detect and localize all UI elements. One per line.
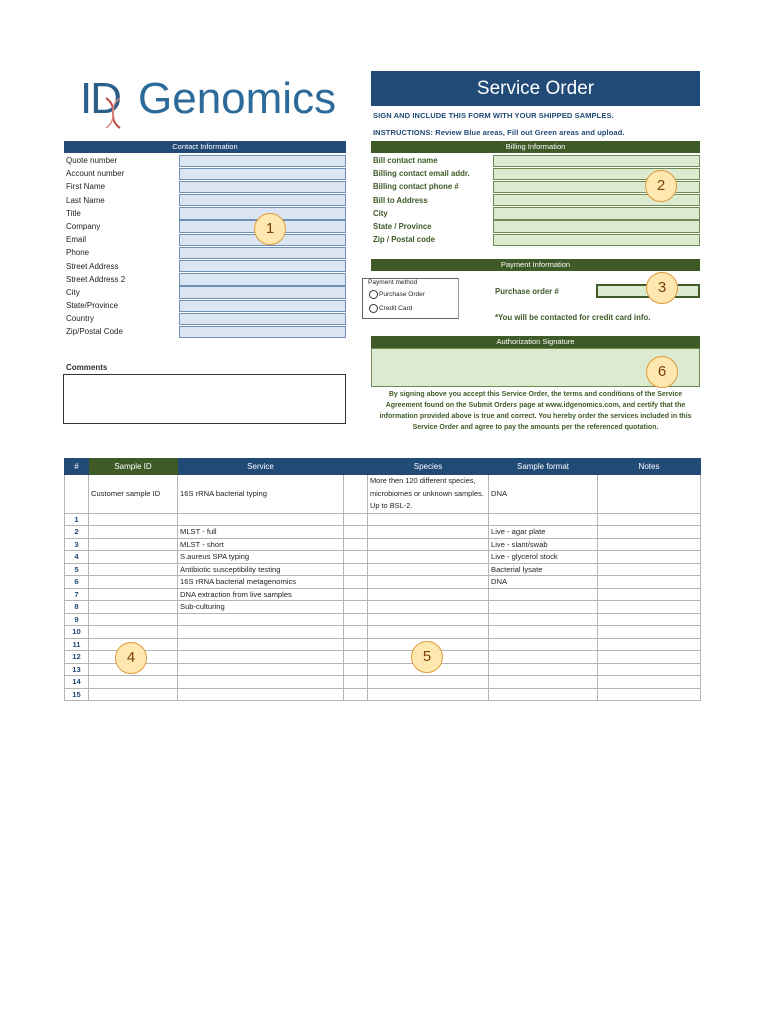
col-species: Species bbox=[368, 459, 489, 475]
species-cell[interactable] bbox=[368, 551, 489, 564]
contact-row bbox=[64, 207, 346, 220]
contact-row bbox=[64, 286, 346, 299]
notes-cell[interactable] bbox=[598, 576, 701, 589]
contact-field-label: Zip/Postal Code bbox=[66, 327, 123, 337]
row-number: 13 bbox=[65, 663, 89, 676]
format-cell[interactable] bbox=[489, 513, 598, 526]
format-cell[interactable] bbox=[489, 613, 598, 626]
col-notes: Notes bbox=[598, 459, 701, 475]
blank-cell bbox=[344, 551, 368, 564]
service-cell[interactable] bbox=[178, 663, 344, 676]
table-row bbox=[65, 576, 701, 589]
billing-row bbox=[371, 220, 700, 233]
service-cell[interactable]: Antibiotic susceptibility testing bbox=[178, 563, 344, 576]
service-cell[interactable]: Sub-culturing bbox=[178, 601, 344, 614]
billing-field-label: Bill contact name bbox=[373, 156, 438, 165]
notes-cell[interactable] bbox=[598, 688, 701, 701]
blank-cell bbox=[344, 688, 368, 701]
sign-note: SIGN AND INCLUDE THIS FORM WITH YOUR SHIPPED SAMPLES. bbox=[373, 111, 614, 120]
blank-cell bbox=[344, 563, 368, 576]
format-cell[interactable] bbox=[489, 601, 598, 614]
contact-field-label: Account number bbox=[66, 169, 125, 179]
col-sample-format: Sample format bbox=[489, 459, 598, 475]
blank-cell bbox=[344, 513, 368, 526]
contact-row bbox=[64, 194, 346, 207]
row-number: 3 bbox=[65, 538, 89, 551]
contact-field-input[interactable] bbox=[179, 286, 346, 298]
notes-cell[interactable] bbox=[598, 676, 701, 689]
contact-field-label: Last Name bbox=[66, 195, 105, 205]
notes-cell[interactable] bbox=[598, 613, 701, 626]
radio-icon bbox=[369, 304, 378, 313]
table-row bbox=[65, 676, 701, 689]
col-blank bbox=[344, 459, 368, 475]
billing-row bbox=[371, 207, 700, 220]
format-cell[interactable]: Bacterial lysate bbox=[489, 563, 598, 576]
service-cell[interactable] bbox=[178, 651, 344, 664]
radio-purchase-order-label: Purchase Order bbox=[379, 291, 425, 299]
callout-6: 6 bbox=[646, 356, 678, 388]
row-number: 15 bbox=[65, 688, 89, 701]
service-cell[interactable]: MLST - full bbox=[178, 526, 344, 539]
contact-field-input[interactable] bbox=[179, 273, 346, 285]
radio-credit-card[interactable] bbox=[369, 304, 412, 313]
radio-purchase-order[interactable] bbox=[369, 290, 425, 299]
table-row bbox=[65, 638, 701, 651]
col-number: # bbox=[65, 459, 89, 475]
sample-id-cell[interactable] bbox=[89, 613, 178, 626]
row-number: 7 bbox=[65, 588, 89, 601]
row-number: 2 bbox=[65, 526, 89, 539]
notes-cell[interactable] bbox=[598, 638, 701, 651]
contact-field-label: Email bbox=[66, 235, 87, 245]
notes-cell[interactable] bbox=[598, 538, 701, 551]
notes-cell[interactable] bbox=[598, 651, 701, 664]
contact-field-input[interactable] bbox=[179, 313, 346, 325]
billing-field-input[interactable] bbox=[493, 234, 700, 246]
format-cell[interactable]: Live - slant/swab bbox=[489, 538, 598, 551]
format-cell[interactable] bbox=[489, 676, 598, 689]
contact-row bbox=[64, 220, 346, 233]
blank-cell bbox=[344, 613, 368, 626]
col-sample-id: Sample ID bbox=[89, 459, 178, 475]
radio-icon bbox=[369, 290, 378, 299]
row-number: 12 bbox=[65, 651, 89, 664]
table-row bbox=[65, 526, 701, 539]
sample-id-cell[interactable]: Customer sample ID bbox=[89, 475, 178, 514]
contact-row bbox=[64, 246, 346, 259]
contact-field-label: Street Address bbox=[66, 261, 119, 271]
table-row bbox=[65, 551, 701, 564]
species-cell[interactable] bbox=[368, 538, 489, 551]
row-number: 9 bbox=[65, 613, 89, 626]
contact-field-input[interactable] bbox=[179, 260, 346, 272]
radio-credit-card-label: Credit Card bbox=[379, 305, 413, 313]
contact-field-input[interactable] bbox=[179, 326, 346, 338]
sample-id-cell[interactable] bbox=[89, 601, 178, 614]
purchase-order-label: Purchase order # bbox=[495, 287, 559, 296]
contact-row bbox=[64, 260, 346, 273]
logo-genomics-text: Genomics bbox=[138, 74, 337, 123]
species-cell[interactable]: More then 120 different species, microbiomes or unknown samples. Up to BSL-2. bbox=[368, 475, 489, 514]
species-cell[interactable] bbox=[368, 526, 489, 539]
blank-cell bbox=[344, 663, 368, 676]
contact-field-label: Company bbox=[66, 221, 101, 231]
sample-id-cell[interactable] bbox=[89, 538, 178, 551]
contact-row bbox=[64, 180, 346, 193]
contact-field-label: Street Address 2 bbox=[66, 274, 126, 284]
row-number: 11 bbox=[65, 638, 89, 651]
contact-field-label: Title bbox=[66, 208, 81, 218]
species-cell[interactable] bbox=[368, 601, 489, 614]
authorization-header: Authorization Signature bbox=[371, 336, 700, 348]
sample-id-cell[interactable] bbox=[89, 688, 178, 701]
billing-field-input[interactable] bbox=[493, 207, 700, 219]
contact-field-input[interactable] bbox=[179, 247, 346, 259]
blank-cell bbox=[344, 626, 368, 639]
table-row bbox=[65, 538, 701, 551]
callout-3: 3 bbox=[646, 272, 678, 304]
blank-cell bbox=[344, 576, 368, 589]
notes-cell[interactable] bbox=[598, 588, 701, 601]
format-cell[interactable] bbox=[489, 626, 598, 639]
row-number: 1 bbox=[65, 513, 89, 526]
row-number bbox=[65, 475, 89, 514]
table-row bbox=[65, 563, 701, 576]
service-cell[interactable] bbox=[178, 613, 344, 626]
blank-cell bbox=[344, 475, 368, 514]
species-cell[interactable] bbox=[368, 688, 489, 701]
table-row-example bbox=[65, 475, 701, 514]
format-cell[interactable] bbox=[489, 688, 598, 701]
table-row bbox=[65, 613, 701, 626]
billing-field-label: State / Province bbox=[373, 221, 432, 231]
contact-row bbox=[64, 154, 346, 167]
table-row bbox=[65, 688, 701, 701]
billing-field-label: City bbox=[373, 208, 388, 218]
sample-id-cell[interactable] bbox=[89, 551, 178, 564]
service-cell[interactable] bbox=[178, 638, 344, 651]
billing-field-input[interactable] bbox=[493, 220, 700, 232]
comments-field[interactable] bbox=[63, 374, 346, 424]
blank-cell bbox=[344, 651, 368, 664]
instructions: INSTRUCTIONS: Review Blue areas, Fill out Green areas and upload. bbox=[373, 128, 625, 137]
col-service: Service bbox=[178, 459, 344, 475]
service-cell[interactable] bbox=[178, 513, 344, 526]
callout-5: 5 bbox=[411, 641, 443, 673]
contact-row bbox=[64, 233, 346, 246]
contact-field-label: First Name bbox=[66, 182, 106, 192]
blank-cell bbox=[344, 638, 368, 651]
contact-row bbox=[64, 167, 346, 180]
id-genomics-logo bbox=[80, 74, 350, 134]
format-cell[interactable] bbox=[489, 638, 598, 651]
callout-4: 4 bbox=[115, 642, 147, 674]
contact-field-label: Country bbox=[66, 314, 95, 324]
authorization-text: By signing above you accept this Service Order, the terms and conditions of the Service Agreement found on the Submit Orders page at www.idgenomics.com, and certify that the information provided above is true and correct. You hereby order the services included in this Service Order and agree to pay the amounts per the referenced quotation. bbox=[379, 391, 692, 431]
sample-id-cell[interactable] bbox=[89, 676, 178, 689]
billing-field-label: Bill to Address bbox=[373, 195, 428, 205]
species-cell[interactable] bbox=[368, 588, 489, 601]
sample-id-cell[interactable] bbox=[89, 626, 178, 639]
species-cell[interactable] bbox=[368, 626, 489, 639]
service-cell[interactable] bbox=[178, 626, 344, 639]
notes-cell[interactable] bbox=[598, 526, 701, 539]
table-row bbox=[65, 513, 701, 526]
table-row bbox=[65, 626, 701, 639]
sample-id-cell[interactable] bbox=[89, 513, 178, 526]
billing-section bbox=[371, 154, 700, 246]
format-cell[interactable]: DNA bbox=[489, 475, 598, 514]
comments-label: Comments bbox=[66, 363, 108, 372]
species-cell[interactable] bbox=[368, 613, 489, 626]
payment-method-title: Payment method bbox=[368, 279, 418, 286]
service-cell[interactable]: 16S rRNA bacterial metagenomics bbox=[178, 576, 344, 589]
callout-2: 2 bbox=[645, 170, 677, 202]
service-cell[interactable]: 16S rRNA bacterial typing bbox=[178, 475, 344, 514]
service-cell[interactable] bbox=[178, 676, 344, 689]
blank-cell bbox=[344, 601, 368, 614]
billing-field-label: Billing contact phone # bbox=[373, 182, 459, 192]
format-cell[interactable] bbox=[489, 588, 598, 601]
contact-field-label: State/Province bbox=[66, 301, 119, 311]
row-number: 6 bbox=[65, 576, 89, 589]
contact-section bbox=[64, 154, 346, 339]
billing-field-input[interactable] bbox=[493, 155, 700, 167]
species-cell[interactable] bbox=[368, 563, 489, 576]
format-cell[interactable]: DNA bbox=[489, 576, 598, 589]
format-cell[interactable]: Live - agar plate bbox=[489, 526, 598, 539]
contact-field-input[interactable] bbox=[179, 300, 346, 312]
contact-field-label: City bbox=[66, 287, 80, 297]
contact-field-input[interactable] bbox=[179, 155, 346, 167]
callout-1: 1 bbox=[254, 213, 286, 245]
dna-helix-icon bbox=[102, 94, 124, 138]
logo-id-text: ID bbox=[80, 74, 120, 123]
row-number: 4 bbox=[65, 551, 89, 564]
species-cell[interactable] bbox=[368, 576, 489, 589]
sample-id-cell[interactable] bbox=[89, 588, 178, 601]
species-cell[interactable] bbox=[368, 676, 489, 689]
page-title: Service Order bbox=[371, 71, 700, 106]
payment-header: Payment Information bbox=[371, 259, 700, 271]
contact-field-input[interactable] bbox=[179, 194, 346, 206]
service-cell[interactable]: DNA extraction from live samples bbox=[178, 588, 344, 601]
service-cell[interactable]: MLST - short bbox=[178, 538, 344, 551]
notes-cell[interactable] bbox=[598, 475, 701, 514]
format-cell[interactable] bbox=[489, 651, 598, 664]
contact-row bbox=[64, 325, 346, 338]
row-number: 14 bbox=[65, 676, 89, 689]
blank-cell bbox=[344, 676, 368, 689]
notes-cell[interactable] bbox=[598, 563, 701, 576]
contact-row bbox=[64, 299, 346, 312]
credit-card-note: *You will be contacted for credit card info. bbox=[495, 313, 651, 322]
sample-id-cell[interactable] bbox=[89, 563, 178, 576]
table-row bbox=[65, 663, 701, 676]
notes-cell[interactable] bbox=[598, 601, 701, 614]
service-cell[interactable] bbox=[178, 688, 344, 701]
billing-header: Billing Information bbox=[371, 141, 700, 153]
table-row bbox=[65, 588, 701, 601]
notes-cell[interactable] bbox=[598, 626, 701, 639]
table-header-row bbox=[65, 459, 701, 475]
billing-row bbox=[371, 154, 700, 167]
blank-cell bbox=[344, 526, 368, 539]
table-row bbox=[65, 601, 701, 614]
blank-cell bbox=[344, 538, 368, 551]
notes-cell[interactable] bbox=[598, 551, 701, 564]
row-number: 5 bbox=[65, 563, 89, 576]
blank-cell bbox=[344, 588, 368, 601]
contact-header: Contact Information bbox=[64, 141, 346, 153]
format-cell[interactable]: Live - glycerol stock bbox=[489, 551, 598, 564]
billing-field-label: Zip / Postal code bbox=[373, 235, 435, 245]
species-cell[interactable] bbox=[368, 513, 489, 526]
payment-method-box bbox=[362, 278, 459, 319]
billing-field-label: Billing contact email addr. bbox=[373, 169, 470, 179]
contact-field-label: Quote number bbox=[66, 156, 118, 165]
service-cell[interactable]: S.aureus SPA typing bbox=[178, 551, 344, 564]
format-cell[interactable] bbox=[489, 663, 598, 676]
table-row bbox=[65, 651, 701, 664]
billing-row bbox=[371, 233, 700, 246]
contact-field-label: Phone bbox=[66, 248, 90, 258]
contact-row bbox=[64, 273, 346, 286]
row-number: 10 bbox=[65, 626, 89, 639]
notes-cell[interactable] bbox=[598, 663, 701, 676]
samples-table bbox=[64, 458, 701, 701]
row-number: 8 bbox=[65, 601, 89, 614]
sample-id-cell[interactable] bbox=[89, 576, 178, 589]
contact-field-input[interactable] bbox=[179, 168, 346, 180]
notes-cell[interactable] bbox=[598, 513, 701, 526]
sample-id-cell[interactable] bbox=[89, 526, 178, 539]
contact-field-input[interactable] bbox=[179, 181, 346, 193]
contact-row bbox=[64, 312, 346, 325]
